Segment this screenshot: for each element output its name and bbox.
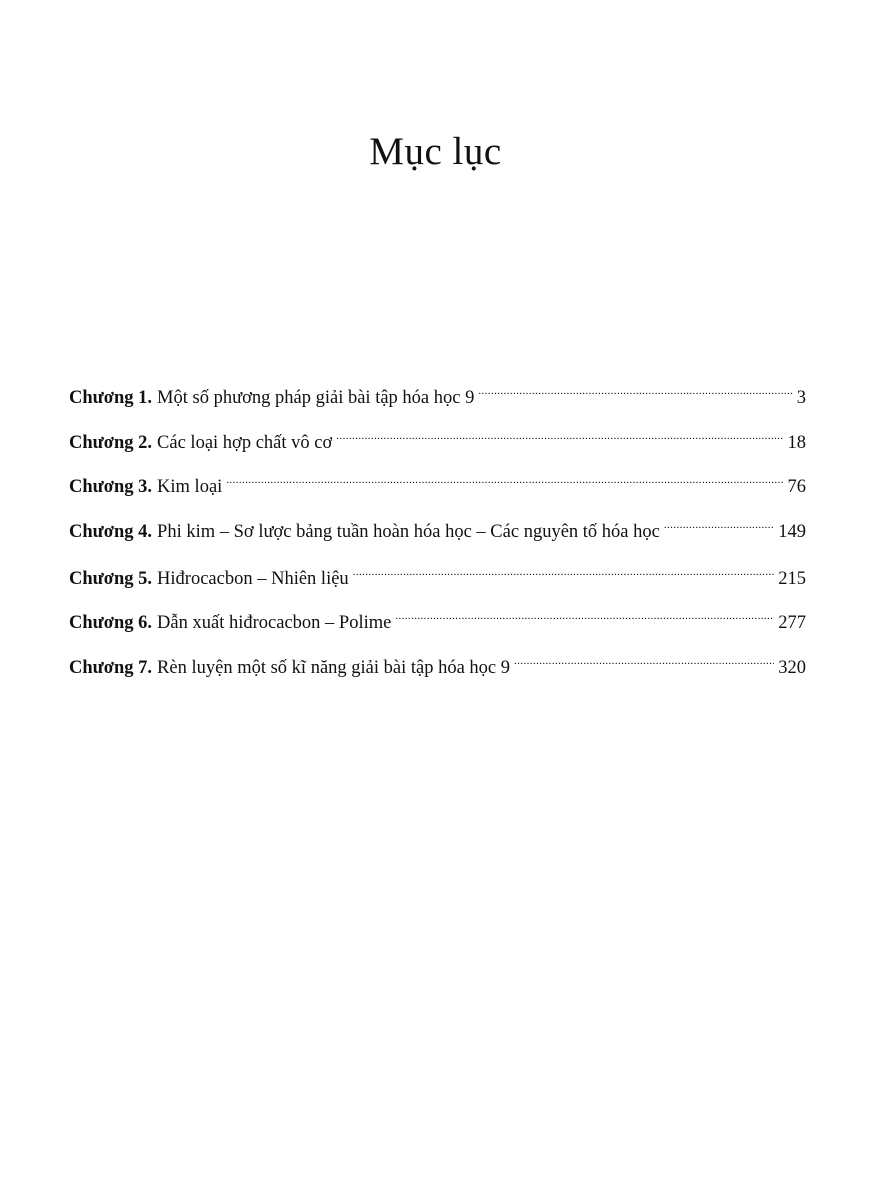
dot-leader — [514, 654, 774, 673]
toc-entry-chapter-6 — [69, 609, 806, 637]
dot-leader — [664, 518, 774, 537]
chapter-title: Hiđrocacbon – Nhiên liệu — [157, 568, 349, 589]
toc-entry-chapter-2 — [69, 429, 806, 457]
page-number: 320 — [778, 657, 806, 678]
chapter-title: Phi kim – Sơ lược bảng tuần hoàn hóa học – Các nguyên tố hóa học — [157, 521, 660, 542]
chapter-label: Chương 5. — [69, 568, 153, 589]
chapter-title: Rèn luyện một số kĩ năng giải bài tập hóa học 9 — [157, 657, 511, 678]
page-number: 76 — [787, 477, 806, 497]
page-number: 3 — [796, 388, 806, 408]
page-number: 215 — [778, 568, 806, 589]
table-of-contents — [69, 384, 806, 682]
chapter-label: Chương 7. — [69, 657, 153, 678]
dot-leader — [478, 385, 792, 404]
toc-entry-chapter-4 — [69, 518, 806, 546]
chapter-title: Dẫn xuất hiđrocacbon – Polime — [157, 613, 392, 633]
chapter-label: Chương 1. — [69, 388, 153, 408]
dot-leader — [226, 474, 783, 493]
page-number: 277 — [778, 613, 806, 633]
chapter-label: Chương 6. — [69, 613, 153, 633]
chapter-label: Chương 2. — [69, 432, 153, 453]
dot-leader — [395, 610, 774, 629]
toc-entry-chapter-3 — [69, 473, 806, 501]
chapter-title: Một số phương pháp giải bài tập hóa học 9 — [157, 388, 475, 408]
chapter-label: Chương 4. — [69, 521, 153, 542]
page-number: 149 — [778, 521, 806, 542]
dot-leader — [336, 429, 783, 448]
chapter-title: Kim loại — [157, 477, 223, 497]
dot-leader — [353, 565, 775, 584]
chapter-title: Các loại hợp chất vô cơ — [157, 432, 333, 453]
chapter-label: Chương 3. — [69, 477, 153, 497]
toc-entry-chapter-7 — [69, 654, 806, 682]
page-number: 18 — [787, 432, 806, 453]
toc-entry-chapter-1 — [69, 384, 806, 412]
toc-entry-chapter-5 — [69, 565, 806, 593]
page-title: Mục lục — [369, 130, 502, 173]
